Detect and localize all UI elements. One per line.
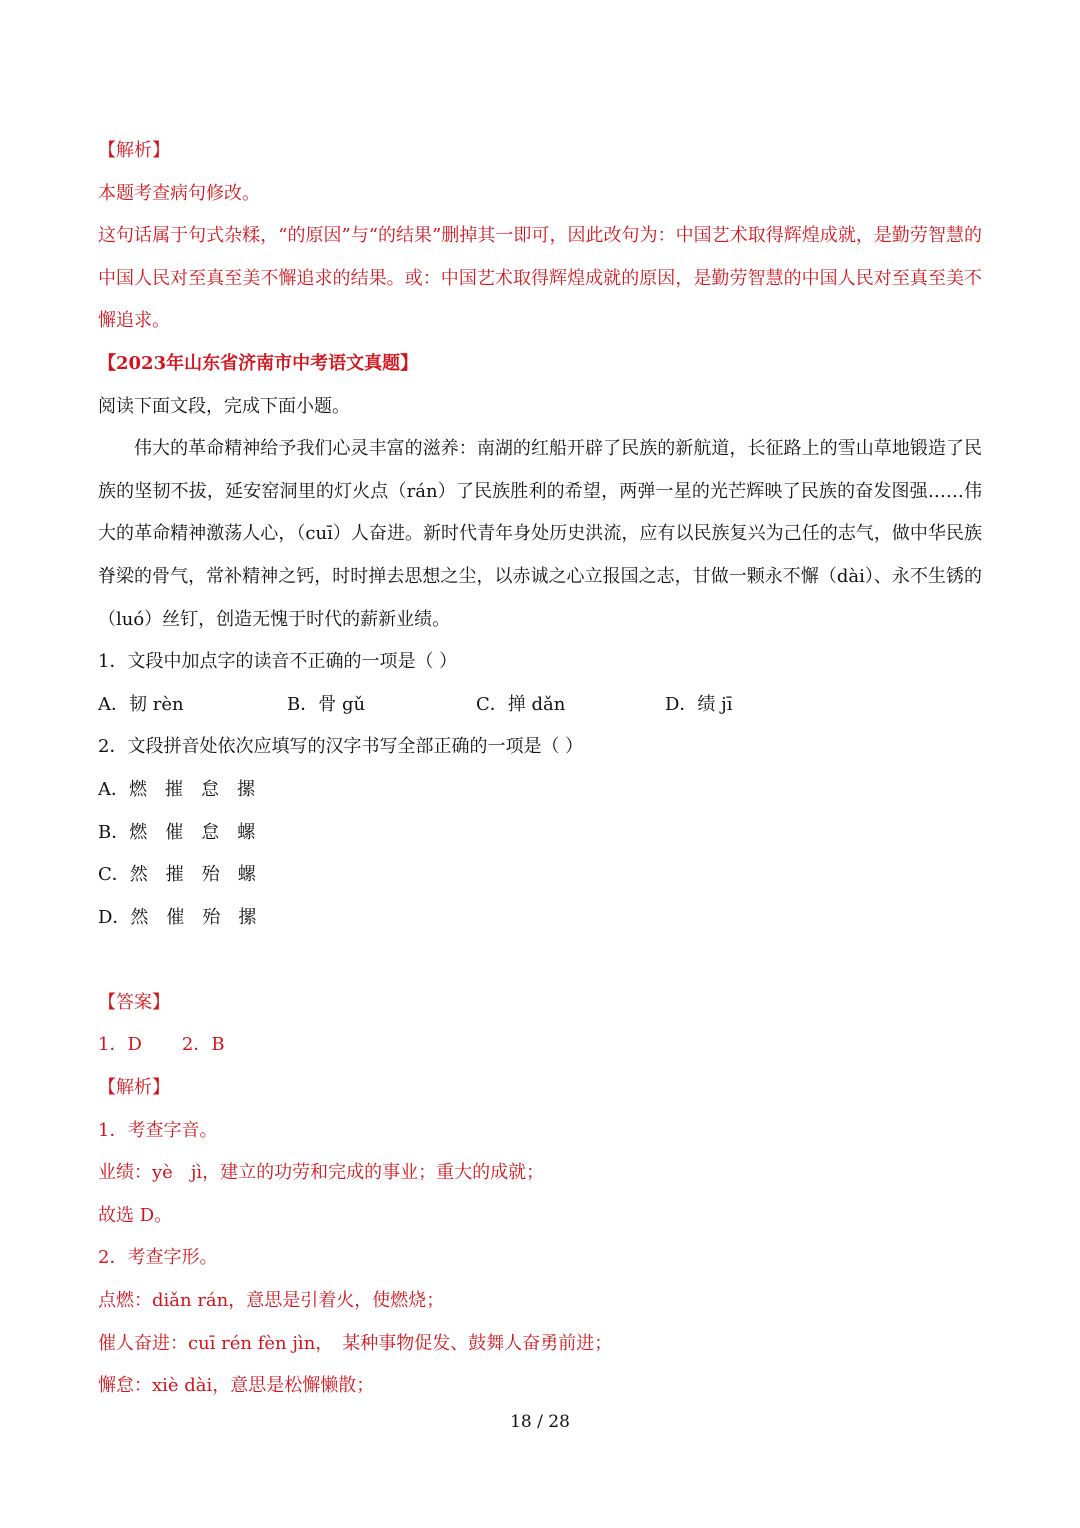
option-c: C．然 摧 殆 螺 (98, 864, 256, 886)
option-a: A．燃 摧 怠 摞 (98, 778, 255, 800)
answer-2: 2．B (181, 1034, 225, 1056)
option-b: B．燃 催 怠 螺 (98, 821, 256, 843)
option-b: B．骨 gǔ (287, 693, 366, 715)
answer-1: 1．D (98, 1034, 142, 1056)
analysis-line: 点燃：diǎn rán，意思是引着火，使燃烧； (98, 1290, 445, 1312)
analysis-line: 故选 D。 (98, 1204, 173, 1226)
option-d: D．绩 jī (665, 693, 733, 715)
answer-header: 【答案】 (98, 991, 170, 1013)
question-source-title: 【2023年山东省济南市中考语文真题】 (98, 352, 419, 374)
analysis-line: 2．考查字形。 (98, 1247, 218, 1269)
document-page (98, 130, 982, 1408)
option-d: D．然 催 殆 摞 (98, 906, 257, 928)
reading-passage: 伟大的革命精神给予我们心灵丰富的滋养：南湖的红船开辟了民族的新航道，长征路上的雪山草地锻造了民族的坚韧不拔，延安窑洞里的灯火点（rán）了民族胜利的希望，两弹一星的光芒辉映了民族的奋发图强……伟大的革命精神激荡人心，（cuī）人奋进。新时代青年身处历史洪流，应有以民族复兴为己任的志气，做中华民族脊梁的骨气，常补精神之钙，时时掸去思想之尘，以赤诚之心立报国之志，甘做一颗永不懈（dài）、永不生锈的（luó）丝钉，创造无愧于时代的薪新业绩。 (98, 438, 982, 630)
analysis-line: 1．考查字音。 (98, 1119, 218, 1141)
question-1-options (98, 684, 982, 727)
analysis-header: 【解析】 (98, 140, 170, 161)
analysis-line: 催人奋进：cuī rén fèn jìn， 某种事物促发、鼓舞人奋勇前进； (98, 1332, 613, 1354)
analysis-header: 【解析】 (98, 1077, 170, 1099)
answer-line (98, 1024, 982, 1067)
question-2-stem: 2．文段拼音处依次应填写的汉字书写全部正确的一项是（ ） (98, 736, 584, 758)
analysis-line: 懈怠：xiè dài，意思是松懈懒散； (98, 1375, 375, 1397)
option-c: C．掸 dǎn (476, 693, 566, 715)
page-number: 18 / 28 (510, 1412, 570, 1432)
spacer (98, 939, 982, 982)
analysis-line: 业绩：yè jì，建立的功劳和完成的事业；重大的成就； (98, 1162, 545, 1184)
reading-instruction: 阅读下面文段，完成下面小题。 (98, 395, 350, 417)
analysis-line: 本题考查病句修改。 (98, 182, 260, 204)
question-1-stem: 1．文段中加点字的读音不正确的一项是（ ） (98, 651, 458, 673)
option-a: A．韧 rèn (98, 693, 184, 715)
analysis-paragraph: 这句话属于句式杂糅，“的原因”与“的结果”删掉其一即可，因此改句为：中国艺术取得辉煌成就，是勤劳智慧的中国人民对至真至美不懈追求的结果。或：中国艺术取得辉煌成就的原因，是勤劳智慧的中国人民对至真至美不懈追求。 (98, 225, 982, 332)
